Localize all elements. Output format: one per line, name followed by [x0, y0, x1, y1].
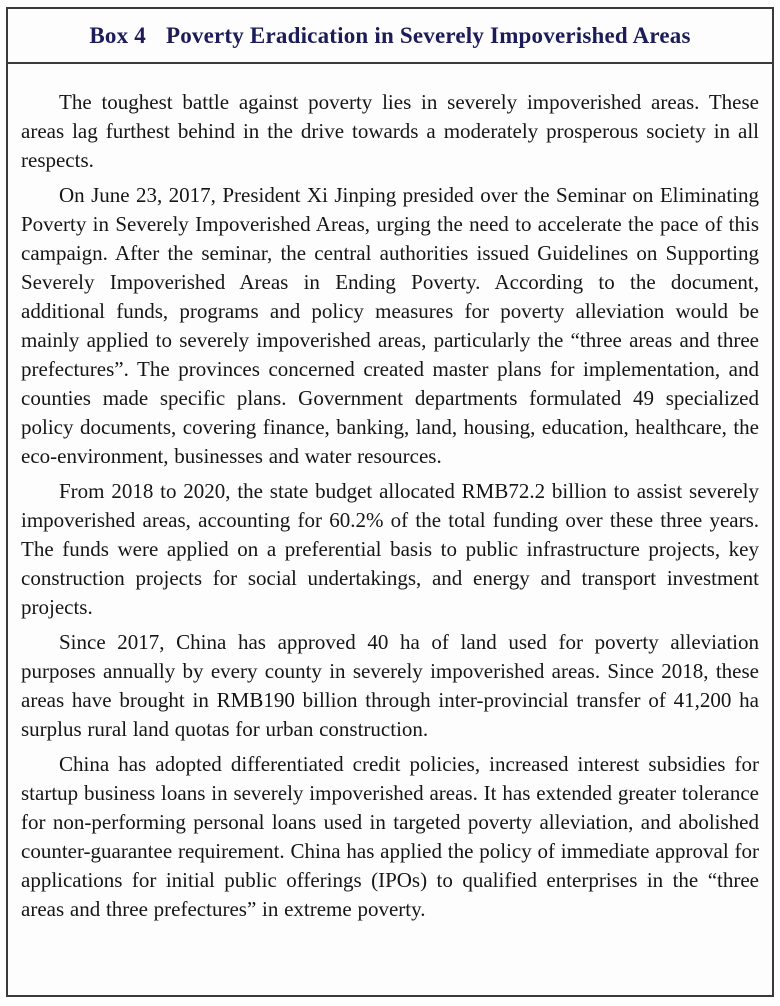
box-body: [8, 64, 772, 995]
paragraph: China has adopted differentiated credit policies, increased interest subsidies for startup business loans in severely impoverished areas. It has extended greater tolerance for non-performing personal loans used in targeted poverty alleviation, and abolished counter-guarantee requirement. China has applied the policy of immediate approval for applications for initial public offerings (IPOs) to qualified enterprises in the “three areas and three prefectures” in extreme poverty.: [21, 752, 759, 921]
paragraph: Since 2017, China has approved 40 ha of land used for poverty alleviation purposes annually by every county in severely impoverished areas. Since 2018, these areas have brought in RMB190 billion through inter-provincial transfer of 41,200 ha surplus rural land quotas for urban construction.: [21, 630, 759, 741]
box-title: [18, 23, 762, 49]
box-label: Box 4: [89, 23, 146, 48]
box-header: [8, 9, 772, 64]
box-title-text: Poverty Eradication in Severely Impoverished Areas: [165, 23, 691, 48]
box-4-container: [6, 7, 774, 997]
paragraph: From 2018 to 2020, the state budget allocated RMB72.2 billion to assist severely impoverished areas, accounting for 60.2% of the total funding over these three years. The funds were applied on a preferential basis to public infrastructure projects, key construction projects for social undertakings, and energy and transport investment projects.: [21, 479, 759, 619]
paragraph: The toughest battle against poverty lies in severely impoverished areas. These areas lag furthest behind in the drive towards a moderately prosperous society in all respects.: [21, 90, 759, 172]
paragraph: On June 23, 2017, President Xi Jinping presided over the Seminar on Eliminating Poverty in Severely Impoverished Areas, urging the need to accelerate the pace of this campaign. After the seminar, the central authorities issued Guidelines on Supporting Severely Impoverished Areas in Ending Poverty. According to the document, additional funds, programs and policy measures for poverty alleviation would be mainly applied to severely impoverished areas, particularly the “three areas and three prefectures”. The provinces concerned created master plans for implementation, and counties made specific plans. Government departments formulated 49 specialized policy documents, covering finance, banking, land, housing, education, healthcare, the eco-environment, businesses and water resources.: [21, 183, 759, 468]
